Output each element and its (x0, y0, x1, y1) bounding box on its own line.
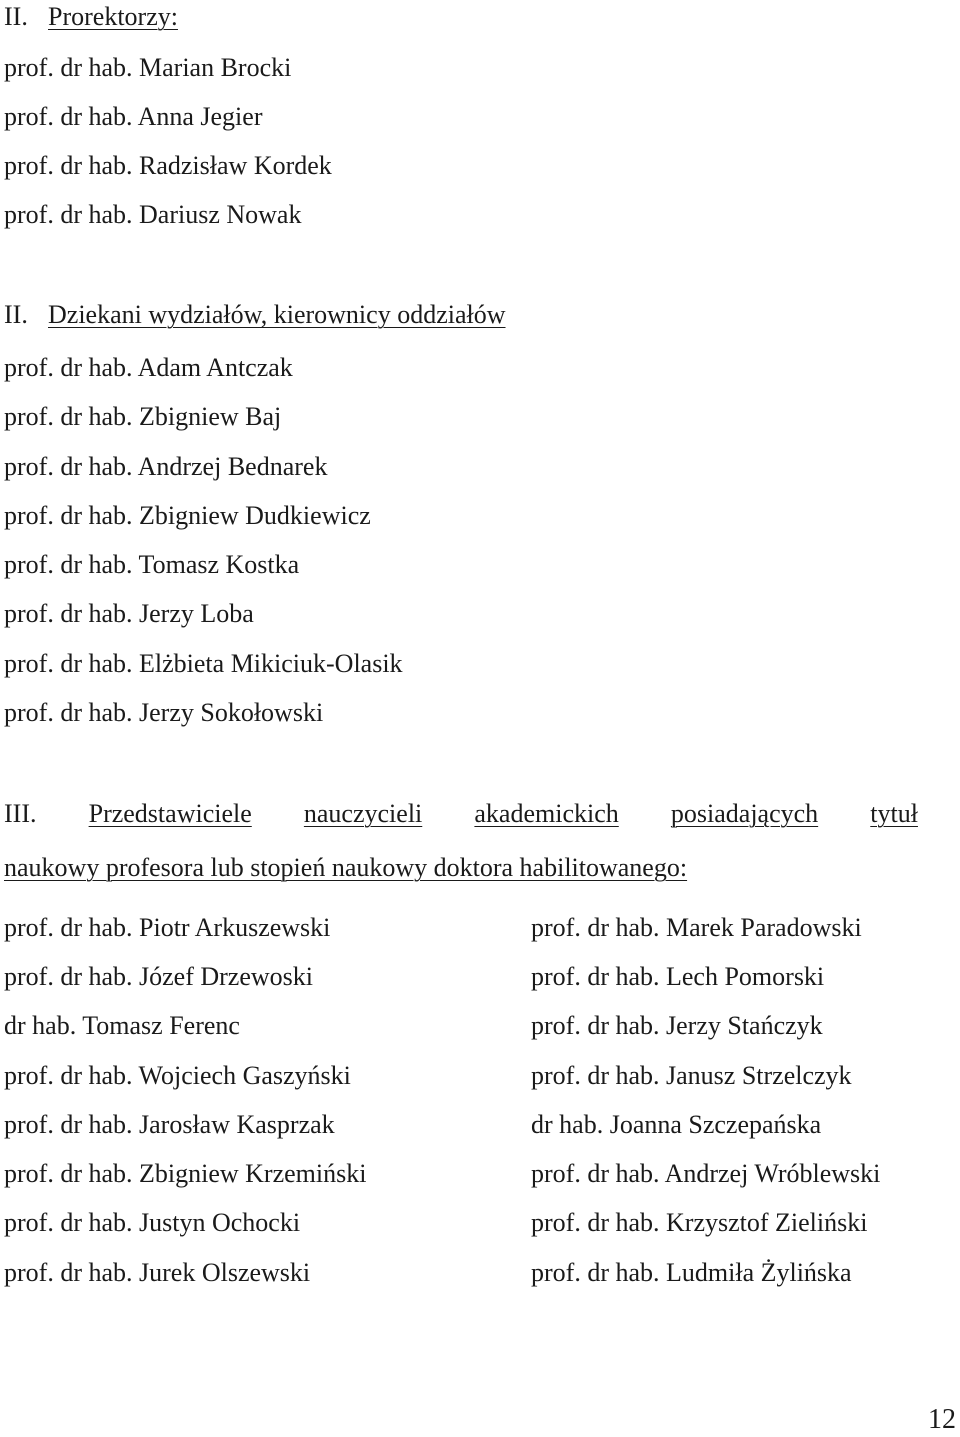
list-item: prof. dr hab. Krzysztof Zieliński (531, 1208, 868, 1237)
heading-word: tytuł (870, 799, 918, 828)
list-item: prof. dr hab. Zbigniew Baj (4, 402, 282, 431)
list-item: prof. dr hab. Zbigniew Krzemiński (4, 1159, 367, 1188)
list-item: prof. dr hab. Marian Brocki (4, 53, 292, 82)
section-heading-prorektorzy (4, 4, 178, 30)
section-heading-przedstawiciele (4, 801, 918, 827)
section-number: III. (4, 799, 37, 828)
list-item: prof. dr hab. Jerzy Sokołowski (4, 698, 324, 727)
list-item: prof. dr hab. Anna Jegier (4, 102, 263, 131)
list-item: prof. dr hab. Zbigniew Dudkiewicz (4, 501, 371, 530)
heading-word: nauczycieli (303, 799, 423, 828)
list-item: prof. dr hab. Jerzy Stańczyk (531, 1011, 823, 1040)
list-item: prof. dr hab. Jarosław Kasprzak (4, 1110, 335, 1139)
list-item: dr hab. Tomasz Ferenc (4, 1011, 240, 1040)
list-item: prof. dr hab. Piotr Arkuszewski (4, 913, 331, 942)
section-heading-dziekani (4, 302, 506, 328)
list-item: prof. dr hab. Adam Antczak (4, 353, 293, 382)
list-item: prof. dr hab. Janusz Strzelczyk (531, 1061, 852, 1090)
list-item: prof. dr hab. Radzisław Kordek (4, 151, 332, 180)
list-item: prof. dr hab. Jurek Olszewski (4, 1258, 311, 1287)
list-item: prof. dr hab. Tomasz Kostka (4, 550, 300, 579)
list-item: prof. dr hab. Elżbieta Mikiciuk-Olasik (4, 649, 403, 678)
list-item: prof. dr hab. Wojciech Gaszyński (4, 1061, 351, 1090)
list-item: prof. dr hab. Józef Drzewoski (4, 962, 314, 991)
list-item: prof. dr hab. Andrzej Wróblewski (531, 1159, 881, 1188)
section-number: II. (4, 2, 28, 31)
section-number: II. (4, 300, 28, 329)
list-item: prof. dr hab. Justyn Ochocki (4, 1208, 301, 1237)
section-title-continuation: naukowy profesora lub stopień naukowy doktora habilitowanego: (4, 853, 688, 882)
list-item: prof. dr hab. Marek Paradowski (531, 913, 862, 942)
list-item: prof. dr hab. Andrzej Bednarek (4, 452, 328, 481)
section-title: Dziekani wydziałów, kierownicy oddziałów (48, 300, 506, 329)
list-item: prof. dr hab. Ludmiła Żylińska (531, 1258, 852, 1287)
heading-word: akademickich (474, 799, 619, 828)
heading-word: posiadających (670, 799, 819, 828)
list-item: prof. dr hab. Dariusz Nowak (4, 200, 302, 229)
page-number: 12 (928, 1404, 956, 1435)
heading-word: Przedstawiciele (88, 799, 252, 828)
list-item: prof. dr hab. Jerzy Loba (4, 599, 254, 628)
list-item: prof. dr hab. Lech Pomorski (531, 962, 825, 991)
list-item: dr hab. Joanna Szczepańska (531, 1110, 822, 1139)
section-title: Prorektorzy: (48, 2, 178, 31)
